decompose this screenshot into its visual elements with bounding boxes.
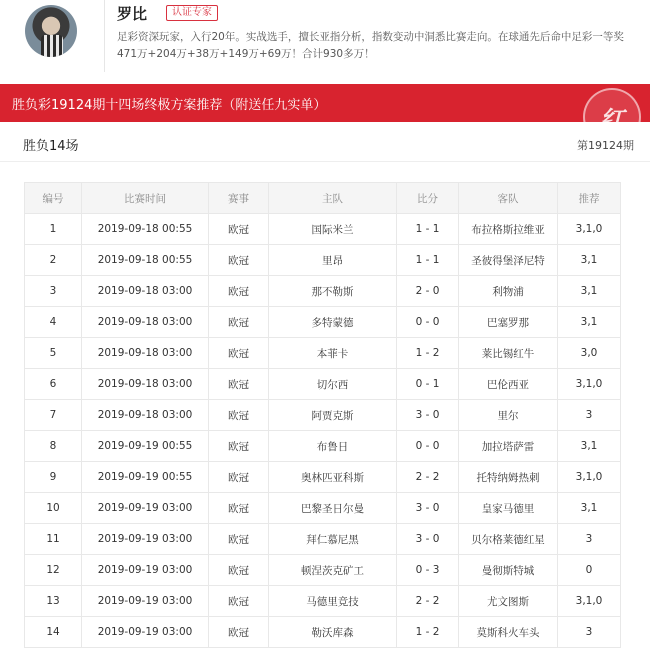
home-team[interactable]: 多特蒙德	[269, 307, 397, 338]
table-row	[25, 586, 621, 617]
header-match-time: 比赛时间	[82, 183, 209, 214]
recommendation: 3,1	[558, 431, 621, 462]
table-row	[25, 524, 621, 555]
match-time: 2019-09-18 00:55	[82, 214, 209, 245]
away-team[interactable]: 巴塞罗那	[459, 307, 558, 338]
match-number: 7	[25, 400, 82, 431]
match-time: 2019-09-19 03:00	[82, 586, 209, 617]
table-row	[25, 617, 621, 648]
competition: 欧冠	[209, 617, 269, 648]
recommendation: 3,1,0	[558, 214, 621, 245]
away-team[interactable]: 圣彼得堡泽尼特	[459, 245, 558, 276]
table-row	[25, 276, 621, 307]
match-number: 2	[25, 245, 82, 276]
score: 0 - 3	[397, 555, 459, 586]
recommendation: 3	[558, 524, 621, 555]
table-row	[25, 369, 621, 400]
away-team[interactable]: 皇家马德里	[459, 493, 558, 524]
away-team[interactable]: 莫斯科火车头	[459, 617, 558, 648]
home-team[interactable]: 里昂	[269, 245, 397, 276]
table-row	[25, 493, 621, 524]
away-team[interactable]: 托特纳姆热刺	[459, 462, 558, 493]
home-team[interactable]: 巴黎圣日尔曼	[269, 493, 397, 524]
section-header	[0, 122, 650, 162]
score: 3 - 0	[397, 400, 459, 431]
competition: 欧冠	[209, 214, 269, 245]
match-time: 2019-09-19 00:55	[82, 431, 209, 462]
match-number: 10	[25, 493, 82, 524]
author-bio: 足彩资深玩家，入行20年。实战选手，擅长亚指分析，指数变动中洞悉比赛走向。在球通先后命中足彩一等奖471万+204万+38万+149万+69万！合计930多万！	[117, 31, 624, 60]
score: 1 - 1	[397, 214, 459, 245]
competition: 欧冠	[209, 276, 269, 307]
competition: 欧冠	[209, 400, 269, 431]
home-team[interactable]: 顿涅茨克矿工	[269, 555, 397, 586]
competition: 欧冠	[209, 462, 269, 493]
away-team[interactable]: 贝尔格莱德红星	[459, 524, 558, 555]
recommendation: 3	[558, 400, 621, 431]
recommendation: 3,1,0	[558, 586, 621, 617]
match-time: 2019-09-19 03:00	[82, 555, 209, 586]
recommendation: 3,0	[558, 338, 621, 369]
score: 3 - 0	[397, 524, 459, 555]
author-avatar[interactable]	[25, 5, 77, 57]
match-time: 2019-09-19 03:00	[82, 524, 209, 555]
score: 2 - 2	[397, 586, 459, 617]
competition: 欧冠	[209, 338, 269, 369]
match-number: 8	[25, 431, 82, 462]
header-away-team: 客队	[459, 183, 558, 214]
table-row	[25, 307, 621, 338]
recommendation: 3	[558, 617, 621, 648]
away-team[interactable]: 利物浦	[459, 276, 558, 307]
article-title-banner	[0, 84, 650, 122]
home-team[interactable]: 奥林匹亚科斯	[269, 462, 397, 493]
match-time: 2019-09-18 03:00	[82, 276, 209, 307]
match-number: 3	[25, 276, 82, 307]
recommendation: 3,1	[558, 307, 621, 338]
stamp-logo-text: 红	[600, 106, 624, 134]
score: 0 - 0	[397, 307, 459, 338]
recommendation: 3,1	[558, 493, 621, 524]
match-number: 9	[25, 462, 82, 493]
home-team[interactable]: 本菲卡	[269, 338, 397, 369]
author-name[interactable]: 罗比	[117, 5, 148, 23]
competition: 欧冠	[209, 555, 269, 586]
table-row	[25, 338, 621, 369]
author-header	[0, 0, 650, 72]
match-number: 1	[25, 214, 82, 245]
competition: 欧冠	[209, 493, 269, 524]
table-row	[25, 555, 621, 586]
header-competition: 赛事	[209, 183, 269, 214]
table-row	[25, 431, 621, 462]
competition: 欧冠	[209, 431, 269, 462]
table-row	[25, 245, 621, 276]
score: 1 - 1	[397, 245, 459, 276]
header-home-team: 主队	[269, 183, 397, 214]
score: 1 - 2	[397, 617, 459, 648]
home-team[interactable]: 马德里竞技	[269, 586, 397, 617]
home-team[interactable]: 拜仁慕尼黑	[269, 524, 397, 555]
verified-expert-badge: 认证专家	[166, 5, 218, 21]
match-number: 4	[25, 307, 82, 338]
match-time: 2019-09-18 03:00	[82, 369, 209, 400]
home-team[interactable]: 那不勒斯	[269, 276, 397, 307]
match-number: 14	[25, 617, 82, 648]
section-title: 胜负14场	[23, 139, 79, 154]
header-score: 比分	[397, 183, 459, 214]
match-time: 2019-09-19 03:00	[82, 493, 209, 524]
away-team[interactable]: 布拉格斯拉维亚	[459, 214, 558, 245]
article-title: 胜负彩19124期十四场终极方案推荐（附送任九实单）	[12, 98, 327, 113]
score: 2 - 0	[397, 276, 459, 307]
away-team[interactable]: 巴伦西亚	[459, 369, 558, 400]
away-team[interactable]: 加拉塔萨雷	[459, 431, 558, 462]
recommendation: 3,1,0	[558, 369, 621, 400]
score: 3 - 0	[397, 493, 459, 524]
home-team[interactable]: 国际米兰	[269, 214, 397, 245]
recommendation: 3,1,0	[558, 462, 621, 493]
competition: 欧冠	[209, 524, 269, 555]
score: 0 - 1	[397, 369, 459, 400]
away-team[interactable]: 曼彻斯特城	[459, 555, 558, 586]
match-table	[24, 182, 621, 648]
header-recommendation: 推荐	[558, 183, 621, 214]
match-number: 13	[25, 586, 82, 617]
recommendation: 3,1	[558, 276, 621, 307]
score: 2 - 2	[397, 462, 459, 493]
away-team[interactable]: 里尔	[459, 400, 558, 431]
match-time: 2019-09-19 03:00	[82, 617, 209, 648]
match-time: 2019-09-19 00:55	[82, 462, 209, 493]
issue-period: 第19124期	[577, 139, 634, 152]
header-number: 编号	[25, 183, 82, 214]
recommendation: 3,1	[558, 245, 621, 276]
match-number: 11	[25, 524, 82, 555]
score: 1 - 2	[397, 338, 459, 369]
home-team[interactable]: 勒沃库森	[269, 617, 397, 648]
table-header-row	[25, 183, 621, 214]
home-team[interactable]: 切尔西	[269, 369, 397, 400]
match-time: 2019-09-18 03:00	[82, 307, 209, 338]
match-time: 2019-09-18 03:00	[82, 338, 209, 369]
match-time: 2019-09-18 00:55	[82, 245, 209, 276]
competition: 欧冠	[209, 307, 269, 338]
match-number: 12	[25, 555, 82, 586]
match-number: 5	[25, 338, 82, 369]
away-team[interactable]: 尤文图斯	[459, 586, 558, 617]
table-row	[25, 400, 621, 431]
match-number: 6	[25, 369, 82, 400]
home-team[interactable]: 阿贾克斯	[269, 400, 397, 431]
table-row	[25, 214, 621, 245]
table-row	[25, 462, 621, 493]
away-team[interactable]: 莱比锡红牛	[459, 338, 558, 369]
score: 0 - 0	[397, 431, 459, 462]
home-team[interactable]: 布鲁日	[269, 431, 397, 462]
recommendation: 0	[558, 555, 621, 586]
match-time: 2019-09-18 03:00	[82, 400, 209, 431]
competition: 欧冠	[209, 245, 269, 276]
competition: 欧冠	[209, 586, 269, 617]
competition: 欧冠	[209, 369, 269, 400]
divider	[104, 0, 105, 72]
